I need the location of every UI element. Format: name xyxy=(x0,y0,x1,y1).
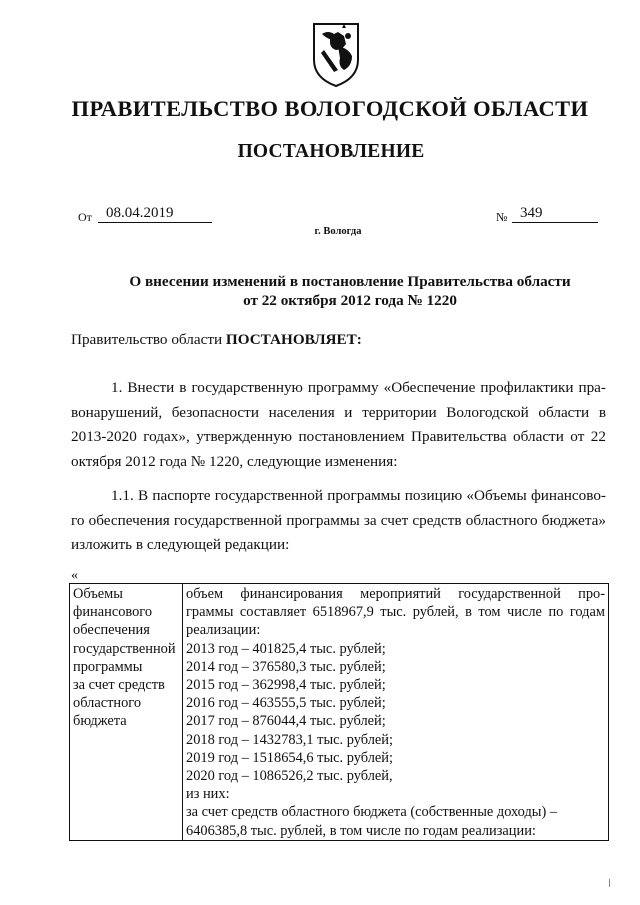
number-value: 349 xyxy=(512,205,598,223)
decree-intro-text: Правительство области xyxy=(71,331,223,348)
detail-line: 2019 год – 1518654,6 тыс. рублей; xyxy=(186,749,393,766)
detail-line: 2020 год – 1086526,2 тыс. рублей, xyxy=(186,768,393,785)
paragraph-line: 1.1. В паспорте государственной программы позицию «Объемы финансово- xyxy=(111,487,606,504)
label-line: финансового xyxy=(73,604,153,621)
detail-line: 2017 год – 876044,4 тыс. рублей; xyxy=(186,713,386,730)
detail-line: 2014 год – 376580,3 тыс. рублей; xyxy=(186,658,386,675)
funding-label-cell xyxy=(70,584,183,841)
detail-line: 2016 год – 463555,5 тыс. рублей; xyxy=(186,695,386,712)
label-line: за счет средств xyxy=(73,677,165,694)
detail-line: граммы составляет 6518967,9 тыс. рублей, в том числе по годам xyxy=(186,604,605,621)
paragraph-line: го обеспечения государственной программы за счет средств областного бюджета» xyxy=(71,511,606,529)
label-line: государственной xyxy=(73,640,176,657)
label-line: областного xyxy=(73,695,142,712)
funding-table xyxy=(69,583,609,841)
paragraph-line: 1. Внести в государственную программу «Обеспечение профилактики пра- xyxy=(111,379,606,396)
document-subject xyxy=(60,272,640,310)
detail-line: из них: xyxy=(186,786,230,803)
city-label: г. Вологда xyxy=(314,226,362,237)
label-line: Объемы xyxy=(73,586,123,602)
opening-quote-mark: « xyxy=(71,568,78,583)
detail-line: 2013 год – 401825,4 тыс. рублей; xyxy=(186,640,386,657)
detail-line: 2015 год – 362998,4 тыс. рублей; xyxy=(186,677,386,694)
label-line: программы xyxy=(73,658,143,675)
paragraph-line: изложить в следующей редакции: xyxy=(71,536,290,553)
coat-of-arms-emblem xyxy=(308,20,364,90)
subject-line-2: от 22 октября 2012 года № 1220 xyxy=(243,292,457,309)
paragraph-line: вонарушений, безопасности населения и территории Вологодской области в xyxy=(71,403,606,421)
detail-line: за счет средств областного бюджета (собственные доходы) – xyxy=(186,804,558,821)
label-line: бюджета xyxy=(73,713,127,730)
label-line: обеспечения xyxy=(73,622,150,639)
decree-verb: ПОСТАНОВЛЯЕТ: xyxy=(225,331,362,348)
table-row xyxy=(70,584,609,841)
paragraph-line: 2013-2020 годах», утвержденную постановлением Правительства области от 22 xyxy=(71,428,606,445)
detail-line: 6406385,8 тыс. рублей, в том числе по годам реализации: xyxy=(186,822,536,839)
subject-line-1: О внесении изменений в постановление Правительства области xyxy=(129,273,571,290)
paragraph-1 xyxy=(71,376,606,474)
detail-line: объем финансирования мероприятий государственной про- xyxy=(186,586,605,602)
paragraph-line: октября 2012 года № 1220, следующие изменения: xyxy=(71,452,398,470)
paragraph-1-1 xyxy=(71,484,606,558)
detail-line: 2018 год – 1432783,1 тыс. рублей; xyxy=(186,731,393,748)
document-type-title: ПОСТАНОВЛЕНИЕ xyxy=(237,141,425,162)
funding-details-cell xyxy=(183,584,609,841)
decree-intro xyxy=(71,331,362,349)
date-value: 08.04.2019 xyxy=(98,205,212,223)
government-title: ПРАВИТЕЛЬСТВО ВОЛОГОДСКОЙ ОБЛАСТИ xyxy=(71,96,589,121)
detail-line: реализации: xyxy=(186,622,261,639)
scan-mark xyxy=(609,879,610,887)
date-label: От xyxy=(78,210,92,224)
number-label: № xyxy=(496,210,508,224)
